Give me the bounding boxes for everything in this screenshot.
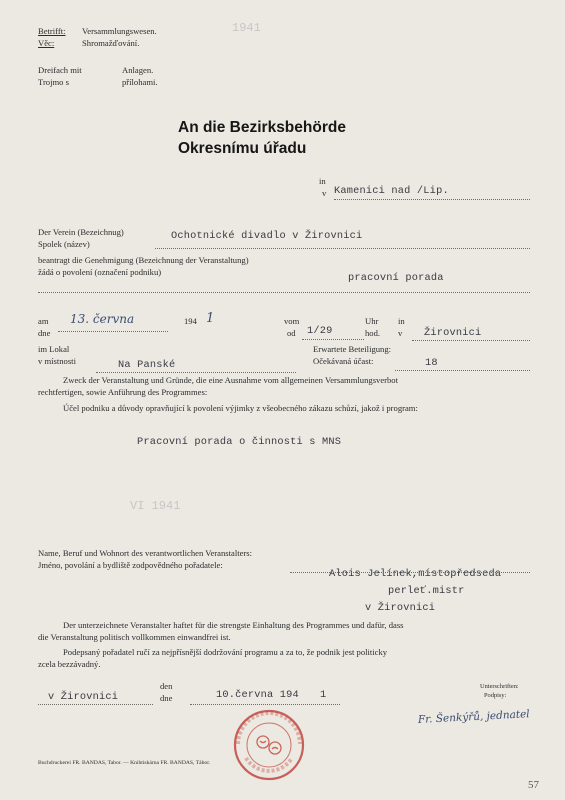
dne-label: dne xyxy=(38,328,51,338)
attendance-label-cz: Očekávaná účast: xyxy=(313,356,374,366)
dreifach-label: Dreifach mit xyxy=(38,65,82,75)
year-prefix: 194 xyxy=(184,316,197,326)
purpose-value: Pracovní porada o činnosti s MNS xyxy=(137,436,342,448)
vec-label: Věc: xyxy=(38,38,55,48)
faint-number: 1941 xyxy=(232,21,261,35)
lokal-line xyxy=(96,372,296,373)
am-label: am xyxy=(38,316,49,326)
declaration-cz-2: zcela bezzávadný. xyxy=(38,659,101,669)
organizer-line xyxy=(290,572,530,573)
town-value: Žirovnici xyxy=(424,327,482,339)
declaration-de-1: Der unterzeichnete Veranstalter haftet für die strengste Einhaltung des Programmes und dafür, dass xyxy=(63,620,404,630)
attendance-line xyxy=(395,370,530,371)
date-line xyxy=(58,331,168,332)
lokal-value: Na Panské xyxy=(118,359,176,371)
footer-den-label: den xyxy=(160,681,173,691)
vom-label: vom xyxy=(284,316,300,326)
verein-label-de: Der Verein (Bezeichnug) xyxy=(38,227,124,237)
unterschriften-label: Unterschriften: xyxy=(480,683,519,690)
verein-line xyxy=(155,248,530,249)
organizer-label-de: Name, Beruf und Wohnort des verantwortlichen Veranstalters: xyxy=(38,548,253,558)
title-line-2: Okresnímu úřadu xyxy=(178,140,307,157)
footer-date-line xyxy=(190,704,340,705)
organizer-line-1: Alois Jelínek,místopředseda xyxy=(329,568,502,580)
anlagen-label: Anlagen. xyxy=(122,65,154,75)
lokal-label-cz: v místnosti xyxy=(38,356,76,366)
attendance-label-de: Erwartete Beteiligung: xyxy=(313,344,392,354)
prilohami-label: přílohami. xyxy=(122,77,158,87)
purpose-text-cz: Účel podniku a důvody opravňující k povolení výjimky z všeobecného zákazu schůzí, jakož i program: xyxy=(63,403,418,413)
time-line xyxy=(302,339,364,340)
place-in-label: in xyxy=(319,176,326,186)
declaration-cz-1: Podepsaný pořadatel ručí za nejpřísnější dodržování programu a za to, že podnik jest politicky xyxy=(63,647,388,657)
organizer-line-3: v Žirovnici xyxy=(365,602,436,614)
betrifft-label: Betrifft: xyxy=(38,26,66,36)
date-handwritten: 13. června xyxy=(70,312,135,326)
stamp xyxy=(232,708,306,782)
attendance-value: 18 xyxy=(425,357,438,369)
podpisy-label: Podpisy: xyxy=(484,692,507,699)
organizer-label-cz: Jméno, povolání a bydliště zodpovědného pořadatele: xyxy=(38,560,223,570)
verein-value: Ochotnické divadlo v Žirovnici xyxy=(171,230,363,242)
hod-label: hod. xyxy=(365,328,381,338)
uhr-label: Uhr xyxy=(365,316,379,326)
dt-v-label: v xyxy=(398,328,403,338)
lokal-label-de: im Lokal xyxy=(38,344,70,354)
request-label-cz: žádá o povolení (označení podniku) xyxy=(38,267,162,277)
place-value: Kamenici nad /Lip. xyxy=(334,185,449,197)
year-digit: 1 xyxy=(206,311,215,326)
printer-line: Buchdruckerei FR. BANDAS, Tabor. — Knihtiskárna FR. BANDAS, Tábor. xyxy=(38,760,211,766)
time-value: 1/29 xyxy=(307,325,333,337)
dt-in-label: in xyxy=(398,316,405,326)
title-line-1: An die Bezirksbehörde xyxy=(178,119,346,136)
page-mark: 57 xyxy=(528,779,539,791)
od-label: od xyxy=(287,328,296,338)
footer-year-digit: 1 xyxy=(320,689,327,701)
footer-date: 10.června 194 xyxy=(216,689,299,701)
place-v-label: v xyxy=(322,188,327,198)
purpose-text-de-1: Zweck der Veranstaltung und Gründe, die eine Ausnahme vom allgemeinen Versammlungsverbot xyxy=(63,375,398,385)
request-line xyxy=(38,292,530,293)
request-value: pracovní porada xyxy=(348,272,444,284)
footer-place-line xyxy=(38,704,153,705)
footer-place: v Žirovnici xyxy=(48,691,119,703)
vec-value: Shromažďování. xyxy=(82,38,140,48)
request-label-de: beantragt die Genehmigung (Bezeichnung der Veranstaltung) xyxy=(38,255,249,265)
organizer-line-2: perleť.mistr xyxy=(388,585,465,597)
betrifft-value: Versammlungswesen. xyxy=(82,26,157,36)
declaration-de-2: die Veranstaltung politisch vollkommen einwandfrei ist. xyxy=(38,632,231,642)
stamp-emblem-icon xyxy=(257,736,281,754)
purpose-text-de-2: rechtfertigen, sowie Anführung des Programmes: xyxy=(38,387,208,397)
signature: Fr. Šenkýřů, jednatel xyxy=(417,708,530,726)
footer-dne-label: dne xyxy=(160,693,173,703)
verein-label-cz: Spolek (název) xyxy=(38,239,90,249)
faint-mark: VI 1941 xyxy=(130,499,181,513)
place-line xyxy=(334,199,530,200)
trojmo-label: Trojmo s xyxy=(38,77,69,87)
town-line xyxy=(412,340,530,341)
